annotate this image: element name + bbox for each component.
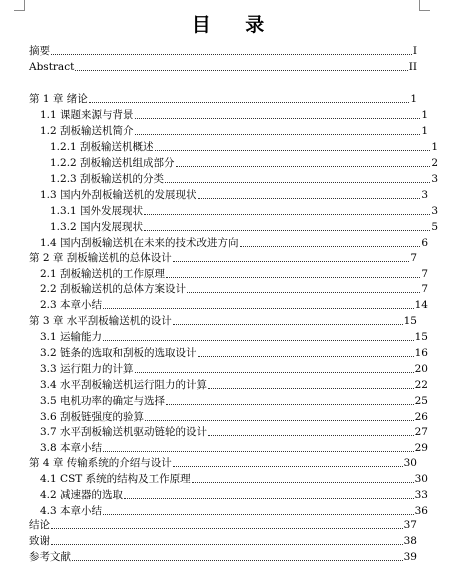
toc-dot-leader xyxy=(166,404,414,405)
toc-entry-title: 1.2.3 刮板输送机的分类 xyxy=(50,173,165,185)
toc-entry[interactable] xyxy=(29,60,417,74)
toc-entry-page-number: 1 xyxy=(421,109,428,121)
toc-entry-title: 结论 xyxy=(29,519,50,531)
toc-entry-title: Abstract xyxy=(29,61,75,73)
toc-dot-leader xyxy=(187,292,420,293)
toc-entry[interactable] xyxy=(29,44,417,58)
toc-entry-page-number: 7 xyxy=(421,268,428,280)
toc-entry[interactable] xyxy=(29,504,428,518)
toc-entry[interactable] xyxy=(29,267,428,281)
toc-entry-title: 3.1 运输能力 xyxy=(40,331,103,343)
toc-dot-leader xyxy=(155,150,431,151)
toc-entry-title: 摘要 xyxy=(29,45,50,57)
toc-entry-title: 1.2 刮板输送机简介 xyxy=(40,125,134,137)
toc-entry-page-number: 27 xyxy=(414,426,428,438)
toc-entry-title: 第 1 章 绪论 xyxy=(29,93,88,105)
toc-entry-page-number: 36 xyxy=(414,505,428,517)
toc-entry-page-number: 25 xyxy=(414,395,428,407)
toc-entry-title: 1.3 国内外刮板输送机的发展现状 xyxy=(40,189,197,201)
toc-dot-leader xyxy=(173,324,403,325)
toc-entry-title: 3.6 刮板链强度的验算 xyxy=(40,411,145,423)
toc-entry-page-number: 33 xyxy=(414,489,428,501)
toc-entry-page-number: 38 xyxy=(403,535,417,547)
toc-entry[interactable] xyxy=(29,330,428,344)
toc-entry[interactable] xyxy=(29,346,428,360)
toc-entry-page-number: II xyxy=(408,61,417,73)
toc-entry-title: 2.2 刮板输送机的总体方案设计 xyxy=(40,283,187,295)
toc-entry-title: 1.1 课题来源与背景 xyxy=(40,109,134,121)
page-title: 目 录 xyxy=(191,14,279,36)
toc-dot-leader xyxy=(208,435,414,436)
toc-dot-leader xyxy=(165,182,430,183)
toc-entry[interactable] xyxy=(29,108,428,122)
toc-entry-title: 1.4 国内刮板输送机在未来的技术改进方向 xyxy=(40,237,239,249)
toc-entry[interactable] xyxy=(29,298,428,312)
toc-entry[interactable] xyxy=(29,188,428,202)
toc-entry[interactable] xyxy=(29,282,428,296)
toc-entry-title: 2.3 本章小结 xyxy=(40,299,103,311)
toc-entry-title: 1.3.1 国外发展现状 xyxy=(50,205,144,217)
toc-dot-leader xyxy=(145,420,414,421)
toc-dot-leader xyxy=(240,246,421,247)
toc-entry[interactable] xyxy=(29,314,417,328)
toc-entry-page-number: 30 xyxy=(414,473,428,485)
toc-dot-leader xyxy=(176,166,431,167)
toc-entry-title: 3.4 水平刮板输送机运行阻力的计算 xyxy=(40,379,208,391)
toc-dot-leader xyxy=(103,451,414,452)
toc-entry-title: 4.1 CST 系统的结构及工作原理 xyxy=(40,473,191,485)
toc-entry[interactable] xyxy=(29,378,428,392)
toc-entry-page-number: 1 xyxy=(410,93,417,105)
toc-entry-title: 第 4 章 传输系统的介绍与设计 xyxy=(29,457,172,469)
toc-entry-page-number: 1 xyxy=(421,125,428,137)
toc-entry-page-number: 1 xyxy=(431,141,438,153)
toc-entry-title: 3.3 运行阻力的计算 xyxy=(40,363,134,375)
toc-entry[interactable] xyxy=(29,251,417,265)
toc-entry-page-number: I xyxy=(412,45,417,57)
toc-entry[interactable] xyxy=(29,534,417,548)
toc-entry-title: 第 2 章 刮板输送机的总体设计 xyxy=(29,252,172,264)
toc-entry-title: 2.1 刮板输送机的工作原理 xyxy=(40,268,166,280)
toc-dot-leader xyxy=(72,560,403,561)
toc-entry[interactable] xyxy=(29,156,438,170)
toc-entry-title: 3.8 本章小结 xyxy=(40,442,103,454)
toc-dot-leader xyxy=(103,308,414,309)
toc-entry-title: 3.7 水平刮板输送机驱动链轮的设计 xyxy=(40,426,208,438)
toc-dot-leader xyxy=(89,102,410,103)
toc-entry-page-number: 37 xyxy=(403,519,417,531)
toc-entry-page-number: 7 xyxy=(410,252,417,264)
toc-entry-page-number: 15 xyxy=(414,331,428,343)
toc-entry-page-number: 29 xyxy=(414,442,428,454)
toc-entry-title: 4.3 本章小结 xyxy=(40,505,103,517)
toc-dot-leader xyxy=(75,70,407,71)
toc-entry[interactable] xyxy=(29,220,438,234)
toc-entry-page-number: 3 xyxy=(431,173,438,185)
toc-entry-page-number: 6 xyxy=(421,237,428,249)
toc-entry-page-number: 2 xyxy=(431,157,438,169)
toc-entry[interactable] xyxy=(29,488,428,502)
toc-entry-page-number: 20 xyxy=(414,363,428,375)
toc-entry[interactable] xyxy=(29,204,438,218)
toc-dot-leader xyxy=(173,466,403,467)
toc-entry-page-number: 16 xyxy=(414,347,428,359)
toc-entry[interactable] xyxy=(29,236,428,250)
toc-entry-title: 参考文献 xyxy=(29,551,71,563)
toc-dot-leader xyxy=(144,230,430,231)
toc-dot-leader xyxy=(51,544,403,545)
toc-dot-leader xyxy=(192,482,414,483)
toc-entry-title: 第 3 章 水平刮板输送机的设计 xyxy=(29,315,172,327)
toc-dot-leader xyxy=(103,340,414,341)
toc-entry-page-number: 15 xyxy=(403,315,417,327)
toc-dot-leader xyxy=(135,372,414,373)
toc-dot-leader xyxy=(124,498,414,499)
toc-entry-page-number: 5 xyxy=(431,221,438,233)
toc-entry-title: 致谢 xyxy=(29,535,50,547)
toc-dot-leader xyxy=(135,118,421,119)
toc-dot-leader xyxy=(144,214,430,215)
toc-entry-title: 1.3.2 国内发展现状 xyxy=(50,221,144,233)
toc-entry[interactable] xyxy=(29,410,428,424)
toc-entry-title: 1.2.1 刮板输送机概述 xyxy=(50,141,154,153)
toc-entry-title: 4.2 减速器的选取 xyxy=(40,489,124,501)
toc-entry[interactable] xyxy=(29,172,438,186)
toc-dot-leader xyxy=(198,356,414,357)
toc-entry[interactable] xyxy=(29,362,428,376)
toc-entry[interactable] xyxy=(29,425,428,439)
toc-dot-leader xyxy=(166,277,420,278)
toc-dot-leader xyxy=(173,261,410,262)
toc-entry-page-number: 30 xyxy=(403,457,417,469)
toc-entry[interactable] xyxy=(29,140,438,154)
toc-dot-leader xyxy=(198,198,421,199)
toc-entry-title: 3.2 链条的选取和刮板的选取设计 xyxy=(40,347,197,359)
toc-entry-title: 1.2.2 刮板输送机组成部分 xyxy=(50,157,175,169)
toc-entry-page-number: 22 xyxy=(414,379,428,391)
toc-entry-page-number: 14 xyxy=(414,299,428,311)
toc-dot-leader xyxy=(135,134,421,135)
toc-entry-title: 3.5 电机功率的确定与选择 xyxy=(40,395,166,407)
toc-entry-page-number: 39 xyxy=(403,551,417,563)
toc-entry[interactable] xyxy=(29,550,417,564)
toc-entry-page-number: 7 xyxy=(421,283,428,295)
toc-entry[interactable] xyxy=(29,456,417,470)
toc-entry[interactable] xyxy=(29,441,428,455)
toc-dot-leader xyxy=(208,388,414,389)
toc-entry[interactable] xyxy=(29,92,417,106)
toc-entry[interactable] xyxy=(29,472,428,486)
toc-dot-leader xyxy=(51,54,412,55)
toc-entry-page-number: 3 xyxy=(431,205,438,217)
toc-dot-leader xyxy=(51,528,403,529)
toc-entry[interactable] xyxy=(29,394,428,408)
toc-entry-page-number: 26 xyxy=(414,411,428,423)
toc-entry[interactable] xyxy=(29,518,417,532)
toc-entry[interactable] xyxy=(29,124,428,138)
toc-dot-leader xyxy=(103,514,414,515)
toc-entry-page-number: 3 xyxy=(421,189,428,201)
